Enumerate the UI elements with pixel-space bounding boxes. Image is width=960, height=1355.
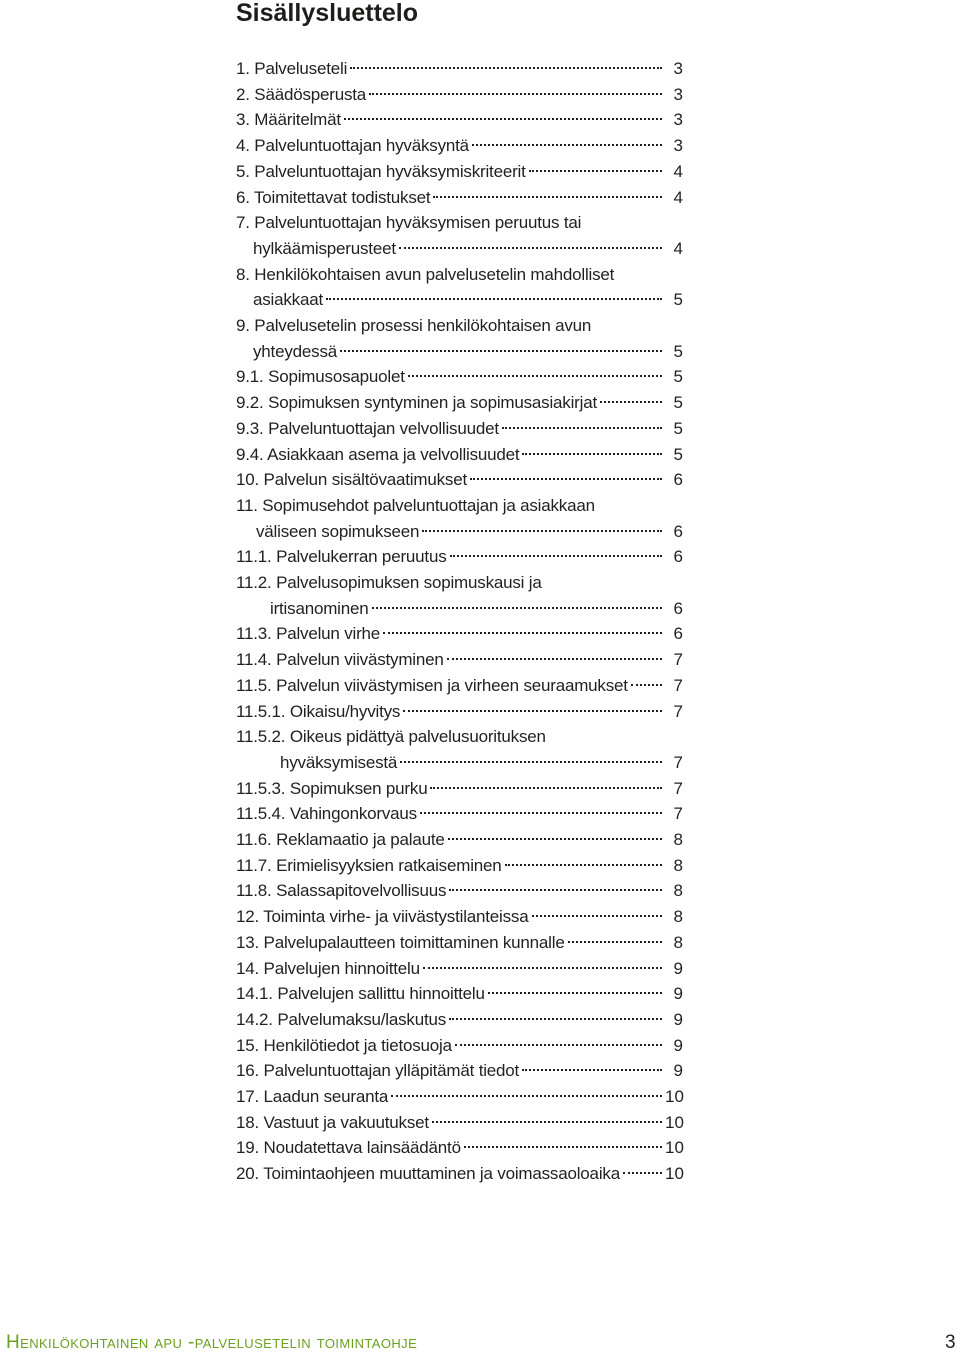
dot-leader <box>522 1069 662 1071</box>
toc-page-number: 8 <box>673 907 683 926</box>
toc-item-label: 11.2. Palvelusopimuksen sopimuskausi ja <box>236 573 542 592</box>
toc-item[interactable] <box>236 673 683 699</box>
dot-leader <box>623 1172 662 1174</box>
toc-item[interactable] <box>236 776 683 802</box>
toc-item-label: 9.1. Sopimusosapuolet <box>236 367 405 386</box>
toc-item-label: 5. Palveluntuottajan hyväksymiskriteerit <box>236 162 526 181</box>
toc-item-label-continuation: väliseen sopimukseen <box>256 522 420 541</box>
toc-item-label: 11.5.4. Vahingonkorvaus <box>236 804 417 823</box>
dot-leader <box>403 710 662 712</box>
dot-leader <box>600 401 662 403</box>
toc-item[interactable] <box>236 107 683 133</box>
dot-leader <box>399 247 662 249</box>
toc-item[interactable] <box>236 56 683 82</box>
toc-item-label: 11.5. Palvelun viivästymisen ja virheen seuraamukset <box>236 676 628 695</box>
toc-page-number: 5 <box>673 367 683 386</box>
dot-leader <box>450 555 663 557</box>
toc-page-number: 6 <box>673 599 683 618</box>
dot-leader <box>449 1018 662 1020</box>
toc-page-number: 6 <box>673 522 683 541</box>
toc-item-label: 11.1. Palvelukerran peruutus <box>236 547 447 566</box>
dot-leader <box>408 375 662 377</box>
dot-leader <box>326 298 662 300</box>
toc-item[interactable] <box>280 750 683 776</box>
toc-item[interactable] <box>236 827 683 853</box>
dot-leader <box>340 350 662 352</box>
toc-page-number: 3 <box>673 110 683 129</box>
toc-page-number: 6 <box>673 624 683 643</box>
toc-page-number: 5 <box>673 445 683 464</box>
toc-page-number: 9 <box>673 1036 683 1055</box>
dot-leader <box>502 427 662 429</box>
dot-leader <box>631 684 662 686</box>
toc-item-label: 8. Henkilökohtaisen avun palvelusetelin mahdolliset <box>236 265 615 284</box>
toc-item-label: 11.8. Salassapitovelvollisuus <box>236 881 447 900</box>
toc-item[interactable] <box>236 621 683 647</box>
page-title: Sisällysluettelo <box>236 0 419 27</box>
toc-page-number: 7 <box>673 702 683 721</box>
toc-page-number: 4 <box>673 162 683 181</box>
dot-leader <box>447 658 662 660</box>
toc-item-label: 6. Toimitettavat todistukset <box>236 188 431 207</box>
toc-item-label: 14.1. Palvelujen sallittu hinnoittelu <box>236 984 485 1003</box>
toc-page-number: 8 <box>673 933 683 952</box>
toc-item[interactable] <box>236 956 683 982</box>
dot-leader <box>400 761 662 763</box>
toc-item[interactable] <box>253 287 683 313</box>
toc-item[interactable] <box>236 853 683 879</box>
toc-page-number: 7 <box>673 676 683 695</box>
toc-item-label: 14.2. Palvelumaksu/laskutus <box>236 1010 447 1029</box>
toc-item-label: 9.3. Palveluntuottajan velvollisuudet <box>236 419 499 438</box>
toc-item[interactable] <box>270 596 683 622</box>
toc-item-label: 12. Toiminta virhe- ja viivästystilanteissa <box>236 907 529 926</box>
toc-page-number: 6 <box>673 547 683 566</box>
toc-page-number: 5 <box>673 419 683 438</box>
toc-item-label: 3. Määritelmät <box>236 110 341 129</box>
dot-leader <box>432 1121 662 1123</box>
toc-item[interactable] <box>236 904 683 930</box>
toc-item-label: 7. Palveluntuottajan hyväksymisen peruutus tai <box>236 213 582 232</box>
toc-item[interactable] <box>236 930 683 956</box>
toc-item[interactable] <box>236 1135 683 1161</box>
toc-item-label: 13. Palvelupalautteen toimittaminen kunnalle <box>236 933 565 952</box>
toc-page-number: 5 <box>673 342 683 361</box>
toc-page-number: 7 <box>673 650 683 669</box>
dot-leader <box>522 453 662 455</box>
toc-item[interactable] <box>236 133 683 159</box>
dot-leader <box>470 478 662 480</box>
toc-item-label: 4. Palveluntuottajan hyväksyntä <box>236 136 469 155</box>
dot-leader <box>455 1044 662 1046</box>
toc-page-number: 8 <box>673 830 683 849</box>
toc-item[interactable] <box>236 1084 683 1110</box>
toc-item[interactable] <box>236 878 683 904</box>
toc-item-label: 11.5.2. Oikeus pidättyä palvelusuorituksen <box>236 727 546 746</box>
toc-page-number: 4 <box>673 188 683 207</box>
dot-leader <box>449 889 662 891</box>
toc-item-label: 16. Palveluntuottajan ylläpitämät tiedot <box>236 1061 520 1080</box>
toc-page-number: 7 <box>673 804 683 823</box>
toc-page-number: 10 <box>665 1087 684 1106</box>
toc-item-label: 14. Palvelujen hinnoittelu <box>236 959 420 978</box>
dot-leader <box>350 67 662 69</box>
toc-page-number: 5 <box>673 290 683 309</box>
dot-leader <box>344 118 662 120</box>
dot-leader <box>505 864 662 866</box>
toc-page-number: 3 <box>673 85 683 104</box>
dot-leader <box>448 838 662 840</box>
toc-item-label: 11.6. Reklamaatio ja palaute <box>236 830 445 849</box>
toc-item-label: 11.7. Erimielisyyksien ratkaiseminen <box>236 856 502 875</box>
toc-item-label: 11. Sopimusehdot palveluntuottajan ja asiakkaan <box>236 496 595 515</box>
dot-leader <box>433 196 662 198</box>
toc-item-label: 15. Henkilötiedot ja tietosuoja <box>236 1036 452 1055</box>
toc-page-number: 9 <box>673 959 683 978</box>
toc-page-number: 6 <box>673 470 683 489</box>
toc-item-label: 9.4. Asiakkaan asema ja velvollisuudet <box>236 445 520 464</box>
toc-page-number: 9 <box>673 1061 683 1080</box>
toc-item[interactable] <box>236 647 683 673</box>
toc-page-number: 3 <box>673 59 683 78</box>
toc-item-label: 11.5.1. Oikaisu/hyvitys <box>236 702 401 721</box>
toc-page-number: 10 <box>665 1138 684 1157</box>
toc-item[interactable] <box>236 82 683 108</box>
dot-leader <box>430 787 662 789</box>
footer-title: Henkilökohtainen apu -palvelusetelin toimintaohje <box>6 1332 418 1353</box>
dot-leader <box>532 915 663 917</box>
toc-item-label: 10. Palvelun sisältövaatimukset <box>236 470 467 489</box>
toc-item-label-continuation: hylkäämisperusteet <box>253 239 396 258</box>
toc-page-number: 3 <box>673 136 683 155</box>
toc-item-label-continuation: yhteydessä <box>253 342 337 361</box>
toc-item[interactable] <box>236 544 683 570</box>
toc-page-number: 8 <box>673 881 683 900</box>
toc-item[interactable] <box>236 1161 683 1187</box>
toc-item[interactable] <box>236 1058 683 1084</box>
toc-item[interactable] <box>236 981 683 1007</box>
dot-leader <box>422 530 662 532</box>
toc-item[interactable] <box>236 1007 683 1033</box>
toc-page-number: 7 <box>673 753 683 772</box>
toc-item[interactable] <box>236 1033 683 1059</box>
toc-page-number: 7 <box>673 779 683 798</box>
toc-item[interactable] <box>236 364 683 390</box>
toc-page-number: 10 <box>665 1113 684 1132</box>
toc-item[interactable] <box>253 236 683 262</box>
toc-item[interactable] <box>236 390 683 416</box>
dot-leader <box>420 812 662 814</box>
toc-item-label: 11.5.3. Sopimuksen purku <box>236 779 428 798</box>
toc-item[interactable] <box>253 339 683 365</box>
toc-item-label: 20. Toimintaohjeen muuttaminen ja voimassaoloaika <box>236 1164 620 1183</box>
toc-item[interactable] <box>256 519 683 545</box>
dot-leader <box>464 1146 662 1148</box>
toc-item[interactable] <box>236 185 683 211</box>
dot-leader <box>568 941 662 943</box>
dot-leader <box>472 144 662 146</box>
toc-item[interactable] <box>236 159 683 185</box>
dot-leader <box>369 93 662 95</box>
toc-page-number: 9 <box>673 1010 683 1029</box>
toc-item[interactable] <box>236 699 683 725</box>
toc-item-label: 17. Laadun seuranta <box>236 1087 389 1106</box>
toc-item-label: 11.3. Palvelun virhe <box>236 624 381 643</box>
toc-item-label: 2. Säädösperusta <box>236 85 367 104</box>
dot-leader <box>383 632 662 634</box>
toc-item[interactable] <box>236 801 683 827</box>
toc-item[interactable] <box>236 416 683 442</box>
dot-leader <box>423 967 662 969</box>
toc-item[interactable] <box>236 467 683 493</box>
dot-leader <box>372 607 662 609</box>
dot-leader <box>488 992 662 994</box>
toc-item-label-continuation: hyväksymisestä <box>280 753 398 772</box>
dot-leader <box>391 1095 662 1097</box>
toc-item-label: 9.2. Sopimuksen syntyminen ja sopimusasiakirjat <box>236 393 597 412</box>
toc-item-label: 11.4. Palvelun viivästyminen <box>236 650 444 669</box>
toc-item[interactable] <box>236 1110 683 1136</box>
toc-page-number: 5 <box>673 393 683 412</box>
toc-item-label: 19. Noudatettava lainsäädäntö <box>236 1138 461 1157</box>
toc-page-number: 8 <box>673 856 683 875</box>
toc-page-number: 10 <box>665 1164 684 1183</box>
toc-item-label-continuation: irtisanominen <box>270 599 369 618</box>
page-number: 3 <box>945 1332 956 1353</box>
toc-item-label: 1. Palveluseteli <box>236 59 348 78</box>
toc-item-label: 9. Palvelusetelin prosessi henkilökohtaisen avun <box>236 316 592 335</box>
toc-item-label: 18. Vastuut ja vakuutukset <box>236 1113 429 1132</box>
toc-item-label-continuation: asiakkaat <box>253 290 324 309</box>
toc-page-number: 4 <box>673 239 683 258</box>
toc-item[interactable] <box>236 442 683 468</box>
toc-page-number: 9 <box>673 984 683 1003</box>
dot-leader <box>529 170 662 172</box>
